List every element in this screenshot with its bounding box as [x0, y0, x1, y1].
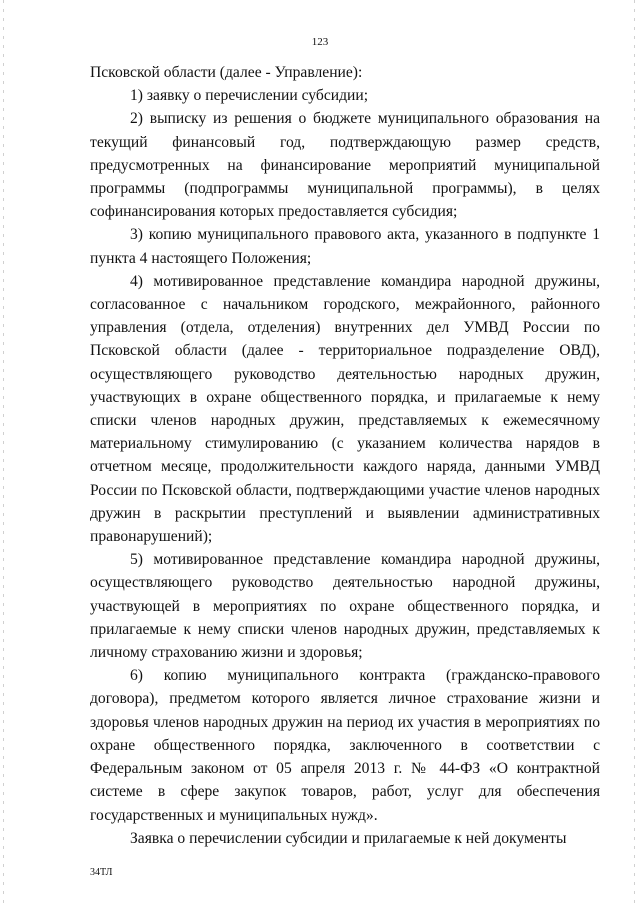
- scan-edge-left: [3, 0, 4, 905]
- paragraph-continuation: Псковской области (далее - Управление):: [90, 64, 363, 81]
- list-item-3: 3) копию муниципального правового акта, указанного в подпункте 1 пункта 4 настоящего Положения;: [90, 226, 600, 267]
- footer-code: 34ТЛ: [90, 867, 113, 878]
- page-number: 123: [311, 36, 329, 48]
- list-item-6: 6) копию муниципального контракта (гражданско-правового договора), предметом которого является личное страхование жизни и здоровья членов народных дружин на период их участия в мероприятиях по охране общественного порядка, заключенного в соответствии с Федеральным законом от 05 апреля 2013 г. № 44-ФЗ «О контрактной системе в сфере закупок товаров, работ, услуг для обеспечения государственных и муниципальных нужд».: [90, 667, 600, 824]
- list-item-2: 2) выписку из решения о бюджете муниципального образования на текущий финансовый год, подтверждающую размер средств, предусмотренных на финансирование мероприятий муниципальной программы (подпрограммы муниципальной программы), в целях софинансирования которых предоставляется субсидия;: [90, 110, 600, 221]
- paragraph-final: Заявка о перечислении субсидии и прилагаемые к ней документы: [130, 829, 567, 847]
- list-item-4: 4) мотивированное представление командира народной дружины, согласованное с начальником городского, межрайонного, районного управления (отдела, отделения) внутренних дел УМВД России по Псковской области (далее - территориальное подразделение ОВД), осуществляющего руководство деятельностью народных дружин, участвующих в охране общественного порядка, и прилагаемые к нему списки членов народных дружин, представляемых к ежемесячному материальному стимулированию (с указанием количества нарядов в отчетном месяце, продолжительности каждого наряда, данными УМВД России по Псковской области, подтверждающими участие членов народных дружин в раскрытии преступлений и выявлении административных правонарушений);: [90, 272, 600, 546]
- list-item-5: 5) мотивированное представление командира народной дружины, осуществляющего руководство деятельностью народной дружины, участвующей в мероприятиях по охране общественного порядка, и прилагаемые к нему списки членов народных дружин, представляемых к личному страхованию жизни и здоровья;: [90, 551, 600, 662]
- list-item-1: 1) заявку о перечислении субсидии;: [130, 87, 369, 105]
- document-body: [90, 61, 600, 850]
- scan-edge-right: [634, 0, 635, 905]
